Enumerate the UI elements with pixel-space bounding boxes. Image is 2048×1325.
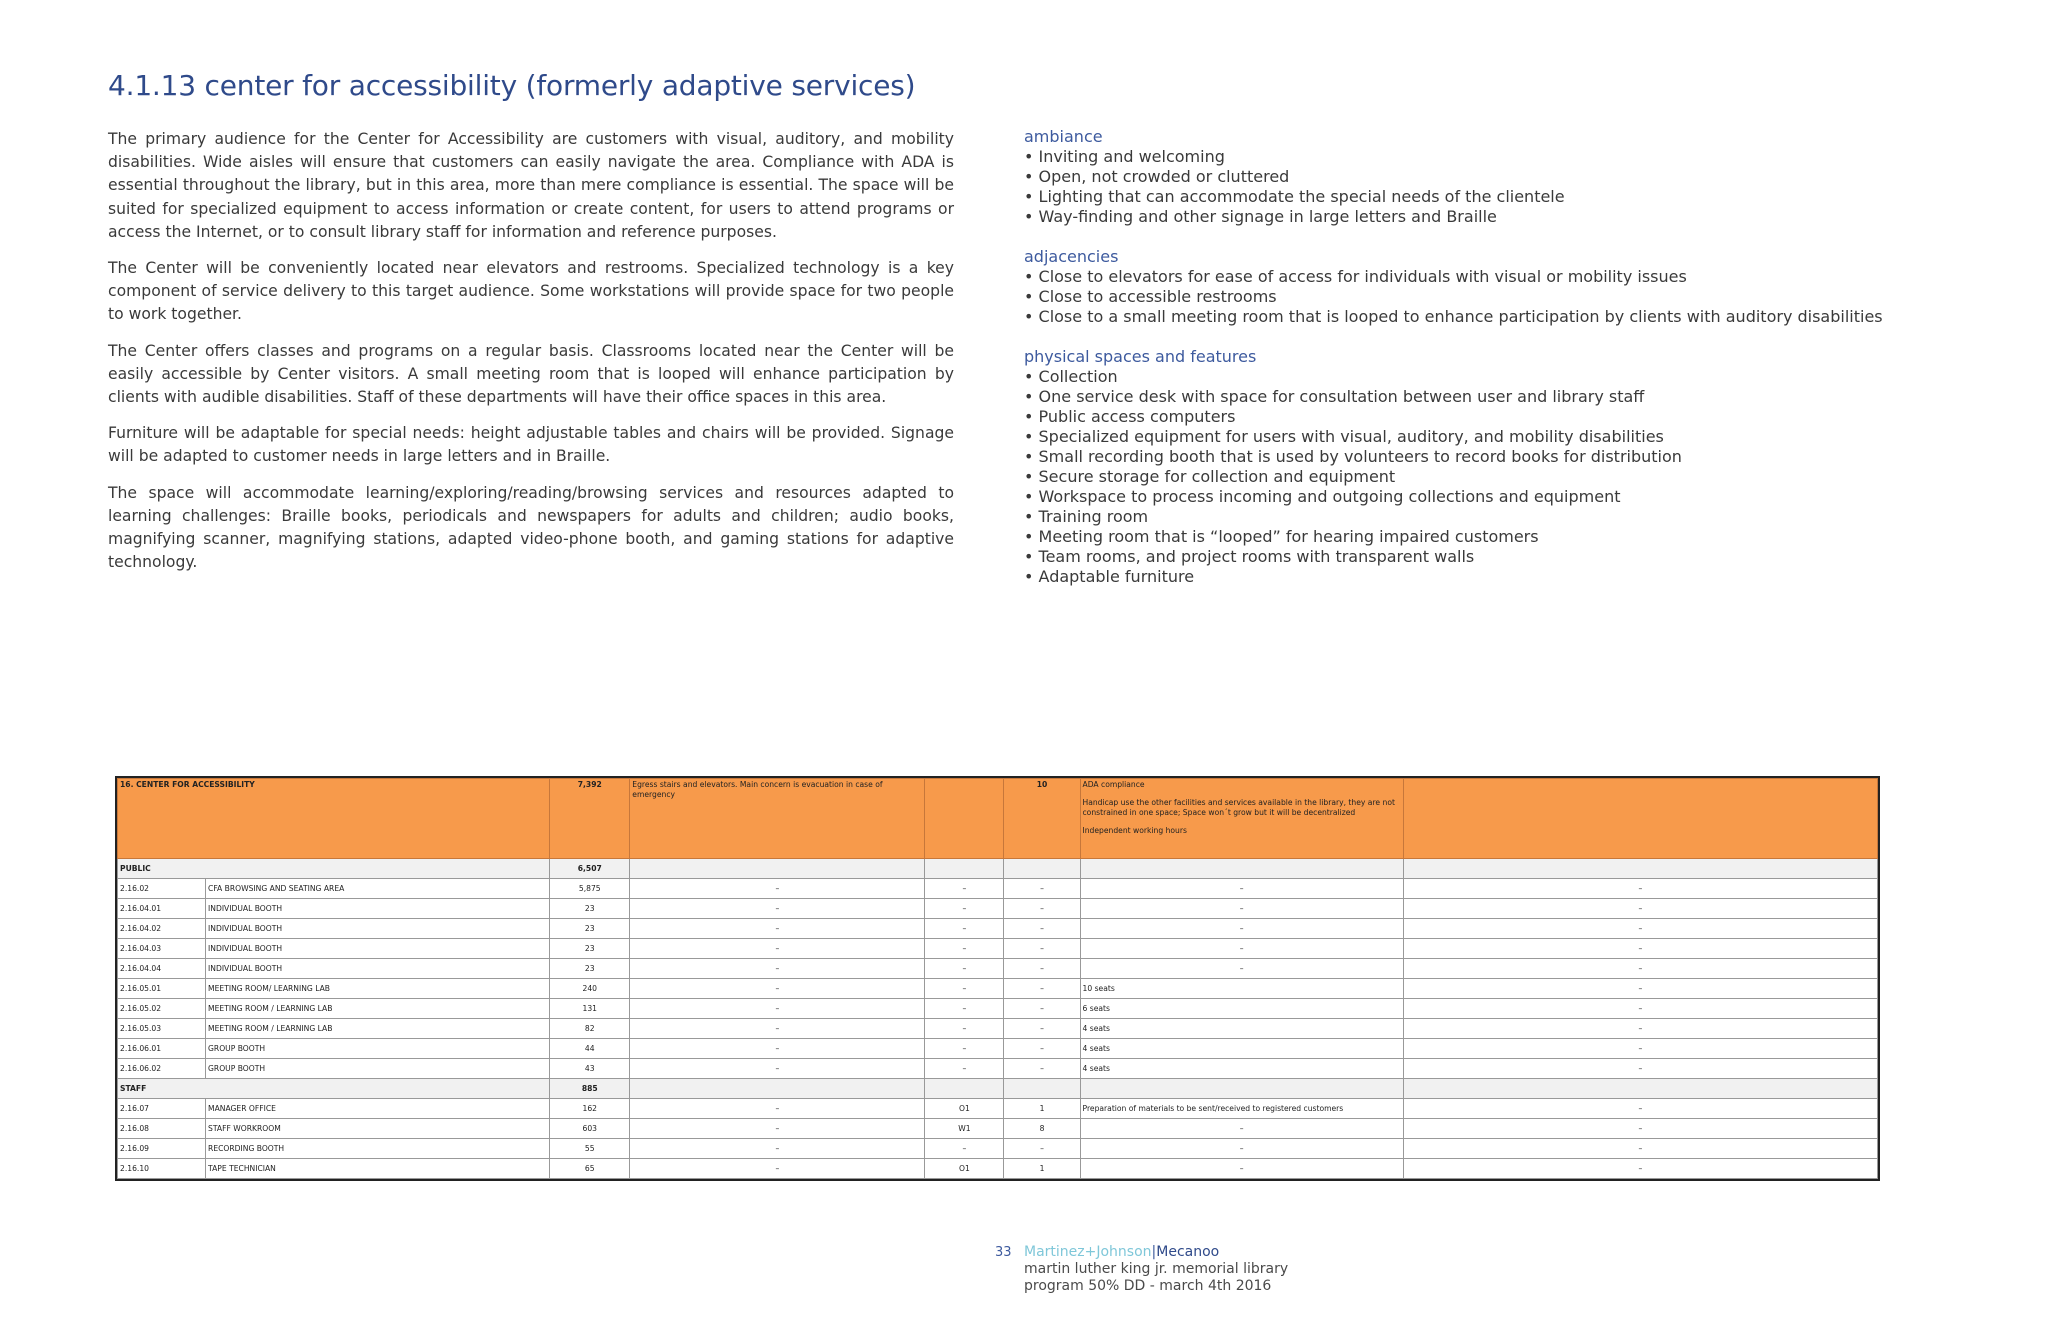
room-note: – [630, 979, 925, 999]
room-count: – [1004, 899, 1080, 919]
room-code: 2.16.04.04 [118, 959, 206, 979]
brand-martinez-johnson: Martinez+Johnson [1024, 1244, 1152, 1260]
room-code: 2.16.08 [118, 1119, 206, 1139]
room-note: – [630, 1099, 925, 1119]
room-code: 2.16.02 [118, 879, 206, 899]
page-number: 33 [995, 1245, 1012, 1260]
room-name: MANAGER OFFICE [206, 1099, 550, 1119]
room-code: 2.16.10 [118, 1159, 206, 1179]
room-area: 23 [550, 919, 630, 939]
room-extra: – [1403, 879, 1877, 899]
room-type: – [925, 919, 1004, 939]
room-count: – [1004, 979, 1080, 999]
room-type: – [925, 899, 1004, 919]
room-code: 2.16.06.02 [118, 1059, 206, 1079]
room-code: 2.16.05.01 [118, 979, 206, 999]
empty-cell [1403, 1079, 1877, 1099]
room-requirement: – [1080, 879, 1403, 899]
department-count: 10 [1004, 779, 1080, 859]
table-row [118, 1039, 1878, 1059]
room-code: 2.16.04.02 [118, 919, 206, 939]
list-item: • Open, not crowded or cluttered [1024, 167, 1290, 186]
room-type: – [925, 939, 1004, 959]
room-name: INDIVIDUAL BOOTH [206, 919, 550, 939]
empty-cell [630, 1079, 925, 1099]
room-code: 2.16.05.03 [118, 1019, 206, 1039]
room-count: – [1004, 939, 1080, 959]
table-row [118, 979, 1878, 999]
room-name: STAFF WORKROOM [206, 1119, 550, 1139]
empty-cell [1004, 859, 1080, 879]
room-name: INDIVIDUAL BOOTH [206, 939, 550, 959]
table-row [118, 999, 1878, 1019]
header-empty-cell [1403, 779, 1877, 859]
empty-cell [925, 1079, 1004, 1099]
list-item: • Close to elevators for ease of access for individuals with visual or mobility issues [1024, 267, 1687, 286]
room-name: INDIVIDUAL BOOTH [206, 899, 550, 919]
room-extra: – [1403, 959, 1877, 979]
room-type: – [925, 1059, 1004, 1079]
paragraph: The primary audience for the Center for Accessibility are customers with visual, auditory, and mobility disabilities. Wide aisles will ensure that customers can easily navigate the area. Compliance with ADA is essential throughout the library, but in this area, more than mere compliance is essential. The space will be suited for specialized equipment to access information or create content, for users to attend programs or access the Internet, or to consult library staff for information and reference purposes. [108, 130, 954, 241]
list-item: • Lighting that can accommodate the special needs of the clientele [1024, 187, 1565, 206]
room-count: 8 [1004, 1119, 1080, 1139]
room-extra: – [1403, 919, 1877, 939]
department-area: 7,392 [550, 779, 630, 859]
room-extra: – [1403, 1099, 1877, 1119]
list-item: • Secure storage for collection and equipment [1024, 467, 1396, 486]
room-area: 44 [550, 1039, 630, 1059]
room-area: 23 [550, 899, 630, 919]
list-item: • Collection [1024, 367, 1118, 386]
room-type: W1 [925, 1119, 1004, 1139]
room-extra: – [1403, 1139, 1877, 1159]
room-type: – [925, 1039, 1004, 1059]
room-extra: – [1403, 939, 1877, 959]
program-table [115, 776, 1880, 1181]
footer-library-name: martin luther king jr. memorial library [1024, 1261, 1289, 1277]
room-name: RECORDING BOOTH [206, 1139, 550, 1159]
room-count: 1 [1004, 1159, 1080, 1179]
room-type: – [925, 879, 1004, 899]
room-count: – [1004, 1019, 1080, 1039]
room-note: – [630, 1119, 925, 1139]
group-label: STAFF [118, 1079, 550, 1099]
room-requirement: – [1080, 1159, 1403, 1179]
department-name: 16. CENTER FOR ACCESSIBILITY [118, 779, 550, 859]
requirement-handicap: Handicap use the other facilities and services available in the library, they are not constrained in one space; Space won´t grow but it will be decentralized [1082, 798, 1395, 817]
paragraph: The space will accommodate learning/exploring/reading/browsing services and resources adapted to learning challenges: Braille books, periodicals and newspapers for adults and children; audio books, magnifying scanner, magnifying stations, adapted video-phone booth, and gaming stations for adaptive technology. [108, 483, 954, 572]
room-note: – [630, 899, 925, 919]
room-requirement: 4 seats [1080, 1059, 1403, 1079]
list-item: • Meeting room that is “looped” for hearing impaired customers [1024, 527, 1539, 546]
table-row [118, 1019, 1878, 1039]
room-requirement: 4 seats [1080, 1019, 1403, 1039]
requirements-column [1024, 127, 1924, 607]
room-count: – [1004, 1039, 1080, 1059]
section-ambiance [1024, 127, 1924, 227]
group-area: 6,507 [550, 859, 630, 879]
room-type: – [925, 959, 1004, 979]
room-area: 82 [550, 1019, 630, 1039]
section-physical-spaces [1024, 347, 1924, 587]
list-item: • Close to accessible restrooms [1024, 287, 1277, 306]
table-row [118, 959, 1878, 979]
paragraph: The Center offers classes and programs on a regular basis. Classrooms located near the Center will be easily accessible by Center visitors. A small meeting room that is looped will enhance participation by clients with audible disabilities. Staff of these departments will have their office spaces in this area. [108, 341, 954, 407]
empty-cell [1403, 859, 1877, 879]
room-area: 162 [550, 1099, 630, 1119]
room-requirement: Preparation of materials to be sent/received to registered customers [1080, 1099, 1403, 1119]
room-code: 2.16.09 [118, 1139, 206, 1159]
empty-cell [630, 859, 925, 879]
table-row [118, 1119, 1878, 1139]
room-note: – [630, 1019, 925, 1039]
room-requirement: – [1080, 919, 1403, 939]
room-requirement: – [1080, 1139, 1403, 1159]
room-count: – [1004, 959, 1080, 979]
group-label: PUBLIC [118, 859, 550, 879]
room-area: 240 [550, 979, 630, 999]
list-item: • Specialized equipment for users with visual, auditory, and mobility disabilities [1024, 427, 1664, 446]
room-area: 603 [550, 1119, 630, 1139]
room-code: 2.16.07 [118, 1099, 206, 1119]
table-row [118, 1099, 1878, 1119]
table-group-row [118, 859, 1878, 879]
room-extra: – [1403, 899, 1877, 919]
paragraph: Furniture will be adaptable for special needs: height adjustable tables and chairs will be provided. Signage will be adapted to customer needs in large letters and in Braille. [108, 424, 954, 466]
table-row [118, 899, 1878, 919]
table-group-row [118, 1079, 1878, 1099]
section-heading: adjacencies [1024, 247, 1119, 266]
section-adjacencies [1024, 247, 1924, 327]
brand-separator: | [1151, 1244, 1157, 1260]
room-extra: – [1403, 999, 1877, 1019]
table-row [118, 1059, 1878, 1079]
room-code: 2.16.04.03 [118, 939, 206, 959]
room-type: – [925, 1139, 1004, 1159]
room-area: 131 [550, 999, 630, 1019]
room-count: – [1004, 1139, 1080, 1159]
section-heading: physical spaces and features [1024, 347, 1257, 366]
list-item: • Workspace to process incoming and outgoing collections and equipment [1024, 487, 1621, 506]
room-name: MEETING ROOM/ LEARNING LAB [206, 979, 550, 999]
room-requirement: 6 seats [1080, 999, 1403, 1019]
room-extra: – [1403, 1059, 1877, 1079]
table-row [118, 939, 1878, 959]
room-count: – [1004, 919, 1080, 939]
section-heading: ambiance [1024, 127, 1103, 146]
page-title: 4.1.13 center for accessibility (formerly adaptive services) [108, 68, 916, 102]
table-header-row [118, 779, 1878, 859]
room-extra: – [1403, 1119, 1877, 1139]
brand-mecanoo: Mecanoo [1156, 1244, 1220, 1260]
table-row [118, 879, 1878, 899]
requirement-hours: Independent working hours [1082, 826, 1187, 835]
empty-cell [1004, 1079, 1080, 1099]
room-code: 2.16.06.01 [118, 1039, 206, 1059]
room-note: – [630, 919, 925, 939]
room-name: GROUP BOOTH [206, 1059, 550, 1079]
room-note: – [630, 999, 925, 1019]
room-requirement: – [1080, 1119, 1403, 1139]
room-area: 65 [550, 1159, 630, 1179]
room-extra: – [1403, 1019, 1877, 1039]
room-area: 23 [550, 939, 630, 959]
room-name: GROUP BOOTH [206, 1039, 550, 1059]
list-item: • One service desk with space for consultation between user and library staff [1024, 387, 1645, 406]
list-item: • Public access computers [1024, 407, 1236, 426]
room-note: – [630, 1159, 925, 1179]
list-item: • Team rooms, and project rooms with transparent walls [1024, 547, 1475, 566]
room-requirement: – [1080, 959, 1403, 979]
room-note: – [630, 1139, 925, 1159]
room-requirement: 4 seats [1080, 1039, 1403, 1059]
room-name: MEETING ROOM / LEARNING LAB [206, 1019, 550, 1039]
room-name: MEETING ROOM / LEARNING LAB [206, 999, 550, 1019]
table-row [118, 1139, 1878, 1159]
room-area: 5,875 [550, 879, 630, 899]
list-item: • Adaptable furniture [1024, 567, 1195, 586]
room-name: INDIVIDUAL BOOTH [206, 959, 550, 979]
room-extra: – [1403, 979, 1877, 999]
room-area: 43 [550, 1059, 630, 1079]
room-extra: – [1403, 1039, 1877, 1059]
room-name: CFA BROWSING AND SEATING AREA [206, 879, 550, 899]
room-count: – [1004, 1059, 1080, 1079]
paragraph: The Center will be conveniently located near elevators and restrooms. Specialized technology is a key component of service delivery to this target audience. Some workstations will provide space for two people to work together. [108, 259, 954, 324]
list-item: • Inviting and welcoming [1024, 147, 1225, 166]
room-note: – [630, 939, 925, 959]
table-row [118, 919, 1878, 939]
room-note: – [630, 1039, 925, 1059]
room-area: 55 [550, 1139, 630, 1159]
room-area: 23 [550, 959, 630, 979]
empty-cell [1080, 859, 1403, 879]
list-item: • Way-finding and other signage in large letters and Braille [1024, 207, 1497, 226]
empty-cell [925, 859, 1004, 879]
requirement-ada: ADA compliance [1082, 780, 1145, 789]
room-count: 1 [1004, 1099, 1080, 1119]
department-requirements [1080, 779, 1403, 859]
room-code: 2.16.05.02 [118, 999, 206, 1019]
room-note: – [630, 879, 925, 899]
room-type: O1 [925, 1159, 1004, 1179]
room-type: – [925, 999, 1004, 1019]
department-note: Egress stairs and elevators. Main concern is evacuation in case of emergency [630, 779, 925, 859]
room-code: 2.16.04.01 [118, 899, 206, 919]
header-empty-cell [925, 779, 1004, 859]
room-type: O1 [925, 1099, 1004, 1119]
list-item: • Close to a small meeting room that is looped to enhance participation by clients with auditory disabilities [1024, 307, 1883, 326]
room-type: – [925, 979, 1004, 999]
room-note: – [630, 959, 925, 979]
room-requirement: 10 seats [1080, 979, 1403, 999]
list-item: • Small recording booth that is used by volunteers to record books for distribution [1024, 447, 1682, 466]
group-area: 885 [550, 1079, 630, 1099]
empty-cell [1080, 1079, 1403, 1099]
footer-program-date: program 50% DD - march 4th 2016 [1024, 1278, 1272, 1294]
room-requirement: – [1080, 899, 1403, 919]
room-note: – [630, 1059, 925, 1079]
room-type: – [925, 1019, 1004, 1039]
table-row [118, 1159, 1878, 1179]
room-requirement: – [1080, 939, 1403, 959]
room-count: – [1004, 999, 1080, 1019]
description-column [108, 128, 954, 587]
room-extra: – [1403, 1159, 1877, 1179]
list-item: • Training room [1024, 507, 1149, 526]
room-name: TAPE TECHNICIAN [206, 1159, 550, 1179]
room-count: – [1004, 879, 1080, 899]
